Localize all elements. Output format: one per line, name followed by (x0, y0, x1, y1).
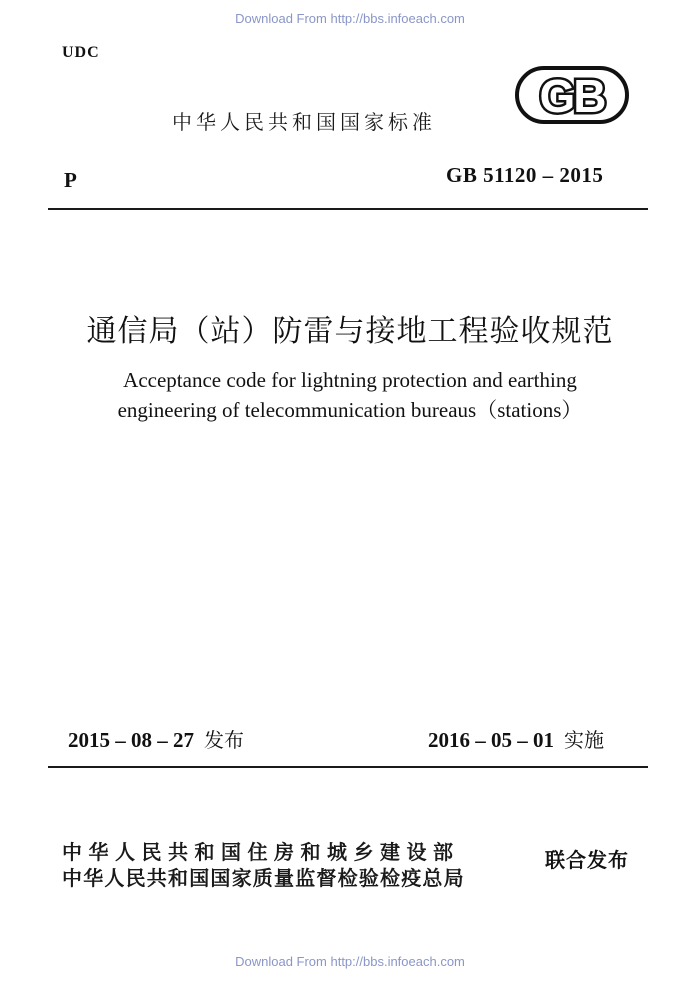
issue-label: 发布 (204, 728, 244, 752)
footer-divider (48, 766, 648, 768)
effective-date: 2016 – 05 – 01 (428, 728, 554, 752)
issuer-administration: 中华人民共和国国家质量监督检验检疫总局 (62, 866, 465, 890)
udc-label: UDC (62, 44, 100, 61)
category-code: P (64, 168, 77, 192)
gb-logo-letters: GB (539, 70, 605, 122)
watermark-bottom: Download From http://bbs.infoeach.com (235, 954, 465, 969)
gb-logo (515, 64, 629, 126)
issue-date-block (68, 724, 244, 753)
effective-label: 实施 (564, 728, 604, 752)
issuer-ministry: 中华人民共和国住房和城乡建设部 (62, 840, 460, 864)
title-chinese: 通信局（站）防雷与接地工程验收规范 (86, 314, 614, 349)
issue-date: 2015 – 08 – 27 (68, 728, 194, 752)
standard-type: 中华人民共和国国家标准 (172, 110, 436, 134)
joint-issue-label: 联合发布 (545, 848, 629, 872)
watermark-top: Download From http://bbs.infoeach.com (235, 11, 465, 26)
title-english-line2: engineering of telecommunication bureaus（stations） (117, 398, 583, 422)
header-divider (48, 208, 648, 210)
standard-number: GB 51120 – 2015 (446, 163, 604, 187)
effective-date-block (428, 724, 604, 753)
title-english-line1: Acceptance code for lightning protection and earthing (123, 368, 577, 392)
